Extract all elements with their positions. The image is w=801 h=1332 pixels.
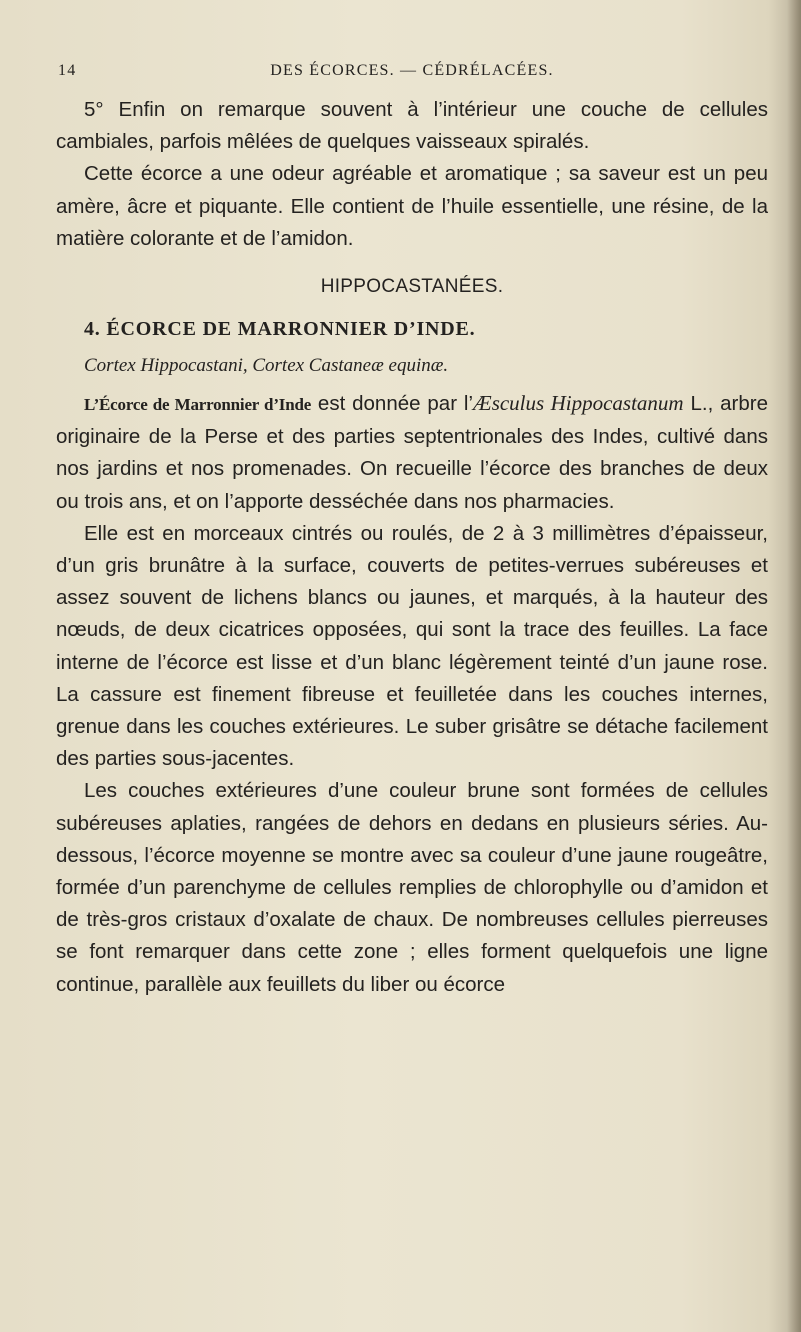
paragraph-structure: Les couches extérieures d’une couleur brune sont formées de cellules subéreuses aplaties, rangées de dehors en dedans en plusieurs séries. Au-dessous, l’écorce moyenne se montre avec sa couleur d’une jaune rougeâtre, formée d’un parenchyme de cellules remplies de chlorophylle ou d’amidon et de très-gros cristaux d’oxalate de chaux. De nombreuses cellules pierreuses se font remarquer dans cette zone ; elles forment quelquefois une ligne continue, parallèle aux feuillets du liber ou écorce <box>56 779 768 996</box>
running-title: DES ÉCORCES. — CÉDRÉLACÉES. <box>270 62 554 79</box>
paragraph-origin <box>56 387 768 518</box>
page-edge-shadow <box>787 0 801 1332</box>
section-heading: HIPPOCASTANÉES. <box>320 276 504 298</box>
entry-lead: L’Écorce de Marronnier d’Inde <box>84 395 312 415</box>
paragraph-description: Elle est en morceaux cintrés ou roulés, de 2 à 3 millimètres d’épaisseur, d’un gris brunâtre à la surface, couverts de petites-verrues subéreuses et assez souvent de lichens blancs ou jaunes, et marqués, à la hauteur des nœuds, de deux cicatrices opposées, qui sont la trace des feuilles. La face interne de l’écorce est lisse et d’un blanc légèrement teinté d’un jaune rose. La cassure est finement fibreuse et feuilletée dans les couches internes, grenue dans les couches extérieures. Le suber grisâtre se détache facilement des parties sous-jacentes. <box>56 521 768 771</box>
paragraph-odor-taste: Cette écorce a une odeur agréable et aromatique ; sa saveur est un peu amère, âcre et piquante. Elle contient de l’huile essentielle, une résine, de la matière colorante et de l’amidon. <box>56 162 768 250</box>
origin-text-b: L., arbre originaire de la Perse et des parties septentrionales des Indes, cultivé dans nos jardins et nos promenades. On recueille l’écorce des branches de deux ou trois ans, et on l’apporte desséchée dans nos pharmacies. <box>56 392 768 513</box>
running-header <box>56 62 768 84</box>
origin-text-a: est donnée par l’ <box>311 392 474 416</box>
body-text <box>56 94 768 1001</box>
genus-name: Æsculus Hippocastanum <box>473 391 684 416</box>
latin-names: Cortex Hippocastani, Cortex Castaneæ equinæ. <box>84 355 449 377</box>
entry-title: 4. ÉCORCE DE MARRONNIER D’INDE. <box>84 318 476 341</box>
paragraph-cambial-cells: 5° Enfin on remarque souvent à l’intérieur une couche de cellules cambiales, parfois mêlées de quelques vaisseaux spiralés. <box>56 98 768 154</box>
page-number: 14 <box>58 62 77 79</box>
